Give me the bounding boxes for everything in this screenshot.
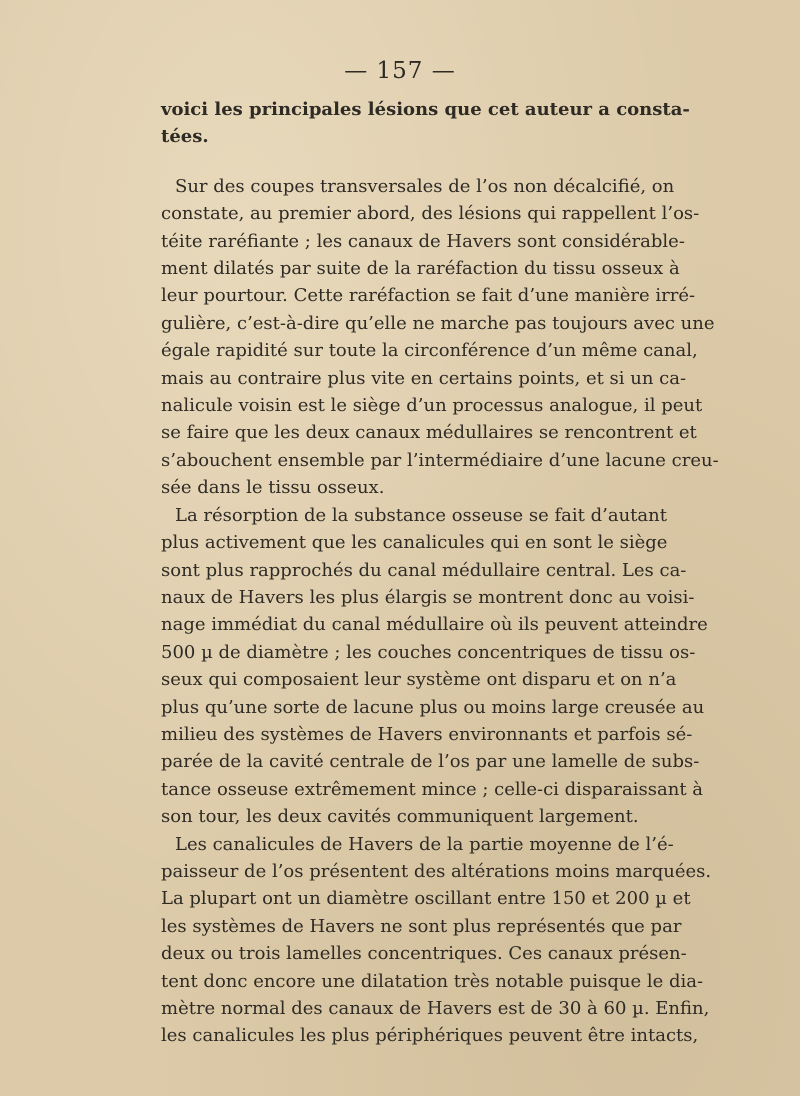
text-line: gulière, c’est-à-dire qu’elle ne marche pas toujours avec une	[161, 312, 715, 334]
paragraph-gap	[161, 151, 621, 173]
text-line: milieu des systèmes de Havers environnants et parfois sé-	[161, 723, 693, 745]
text-line: tées.	[161, 126, 209, 148]
text-line: nage immédiat du canal médullaire où ils peuvent atteindre	[161, 614, 708, 636]
body-text	[161, 96, 719, 1050]
text-line: nalicule voisin est le siège d’un processus analogue, il peut	[161, 395, 703, 417]
text-line: égale rapidité sur toute la circonférence d’un même canal,	[161, 340, 698, 362]
text-line: ment dilatés par suite de la raréfaction du tissu osseux à	[161, 258, 680, 280]
text-line: seux qui composaient leur système ont disparu et on n’a	[161, 669, 677, 691]
text-line: paisseur de l’os présentent des altérations moins marquées.	[161, 860, 712, 882]
text-line: s’abouchent ensemble par l’intermédiaire d’une lacune creu-	[161, 449, 719, 471]
text-line: les systèmes de Havers ne sont plus représentés que par	[161, 915, 682, 937]
text-line: naux de Havers les plus élargis se montrent donc au voisi-	[161, 586, 695, 608]
text-line: tent donc encore une dilatation très notable puisque le dia-	[161, 970, 704, 992]
text-line: tance osseuse extrêmement mince ; celle-ci disparaissant à	[161, 778, 704, 800]
text-line: Sur des coupes transversales de l’os non décalcifié, on	[175, 175, 675, 197]
text-line: La plupart ont un diamètre oscillant entre 150 et 200 µ et	[161, 888, 691, 910]
text-line: voici les principales lésions que cet auteur a consta-	[161, 99, 690, 120]
text-line: 500 µ de diamètre ; les couches concentriques de tissu os-	[161, 641, 696, 663]
text-line: sée dans le tissu osseux.	[161, 477, 385, 499]
text-line: se faire que les deux canaux médullaires se rencontrent et	[161, 422, 697, 444]
text-line: les canalicules les plus périphériques peuvent être intacts,	[161, 1025, 699, 1047]
text-line: sont plus rapprochés du canal médullaire central. Les ca-	[161, 559, 687, 581]
text-line: téite raréfiante ; les canaux de Havers sont considérable-	[161, 230, 685, 252]
text-line: La résorption de la substance osseuse se fait d’autant	[175, 504, 667, 526]
text-line: Les canalicules de Havers de la partie moyenne de l’é-	[175, 833, 674, 855]
text-line: mais au contraire plus vite en certains points, et si un ca-	[161, 367, 687, 389]
text-line: plus activement que les canalicules qui en sont le siège	[161, 532, 668, 554]
page-number: — 157 —	[344, 58, 456, 84]
text-line: deux ou trois lamelles concentriques. Ces canaux présen-	[161, 943, 687, 965]
text-line: mètre normal des canaux de Havers est de 30 à 60 µ. Enfin,	[161, 998, 710, 1019]
text-line: constate, au premier abord, des lésions qui rappellent l’os-	[161, 203, 700, 225]
text-line: leur pourtour. Cette raréfaction se fait d’une manière irré-	[161, 285, 696, 307]
text-line: parée de la cavité centrale de l’os par une lamelle de subs-	[161, 751, 700, 773]
text-line: plus qu’une sorte de lacune plus ou moins large creusée au	[161, 696, 705, 718]
text-line: son tour, les deux cavités communiquent largement.	[161, 806, 639, 828]
